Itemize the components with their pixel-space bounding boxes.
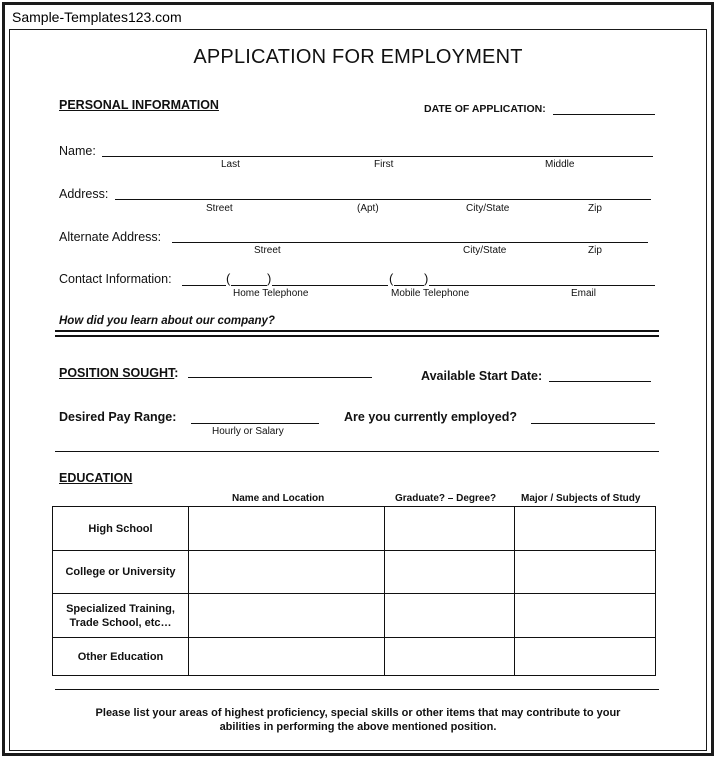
table-row — [53, 507, 656, 551]
education-row-other: Other Education — [53, 638, 189, 676]
education-col-major: Major / Subjects of Study — [521, 493, 641, 504]
position-sought-colon: : — [174, 366, 179, 380]
other-major-cell[interactable] — [515, 638, 656, 676]
name-hint-last: Last — [221, 159, 240, 170]
section-divider-1b — [55, 335, 659, 337]
name-hint-first: First — [374, 159, 394, 170]
address-hint-city-state: City/State — [466, 203, 510, 214]
alt-address-hint-city-state: City/State — [463, 245, 507, 256]
address-hint-apt: (Apt) — [357, 203, 379, 214]
learn-about-company-question: How did you learn about our company? — [59, 315, 275, 327]
table-row — [53, 551, 656, 594]
position-sought-heading — [59, 364, 178, 382]
name-field[interactable] — [102, 156, 653, 157]
pay-range-hint: Hourly or Salary — [212, 426, 284, 437]
address-hint-zip: Zip — [588, 203, 602, 214]
home-phone-number[interactable] — [272, 285, 388, 286]
section-divider-3 — [55, 689, 659, 690]
home-phone-paren-close: ) — [267, 271, 272, 286]
alt-address-hint-zip: Zip — [588, 245, 602, 256]
desired-pay-range-label: Desired Pay Range: — [59, 410, 177, 424]
home-phone-paren-open: ( — [226, 271, 231, 286]
date-of-application-label: DATE OF APPLICATION: — [424, 103, 546, 115]
mobile-phone-area-code[interactable] — [394, 285, 424, 286]
name-hint-middle: Middle — [545, 159, 575, 170]
college-major-cell[interactable] — [515, 551, 656, 594]
address-label: Address: — [59, 187, 109, 201]
currently-employed-field[interactable] — [531, 423, 655, 424]
other-degree-cell[interactable] — [385, 638, 515, 676]
page-title: APPLICATION FOR EMPLOYMENT — [193, 46, 523, 68]
specialized-major-cell[interactable] — [515, 594, 656, 638]
college-name-location-cell[interactable] — [189, 551, 385, 594]
position-sought-field[interactable] — [188, 377, 372, 378]
mobile-phone-paren-open: ( — [389, 271, 394, 286]
address-hint-street: Street — [206, 203, 233, 214]
specialized-line-2: Trade School, etc… — [69, 616, 172, 629]
available-start-date-label: Available Start Date: — [421, 369, 543, 383]
education-col-graduate-degree: Graduate? – Degree? — [395, 493, 497, 504]
address-field[interactable] — [115, 199, 651, 200]
section-divider-1a — [55, 330, 659, 332]
alt-address-label: Alternate Address: — [59, 230, 162, 244]
education-row-high-school: High School — [53, 507, 189, 551]
specialized-line-1: Specialized Training, — [66, 602, 175, 615]
alt-address-hint-street: Street — [254, 245, 281, 256]
education-table — [52, 506, 656, 676]
contact-hint-mobile: Mobile Telephone — [391, 288, 470, 299]
watermark: Sample-Templates123.com — [12, 9, 182, 25]
table-row — [53, 594, 656, 638]
education-heading: EDUCATION — [59, 471, 133, 485]
high-school-name-location-cell[interactable] — [189, 507, 385, 551]
skills-instructions-line-2: abilities in performing the above mentioned position. — [219, 721, 497, 733]
education-row-college: College or University — [53, 551, 189, 594]
name-label: Name: — [59, 144, 96, 158]
home-phone-area-code[interactable] — [231, 285, 267, 286]
skills-instructions-line-1: Please list your areas of highest proficiency, special skills or other items that may contribute to your — [95, 707, 621, 719]
contact-label: Contact Information: — [59, 272, 172, 286]
college-degree-cell[interactable] — [385, 551, 515, 594]
table-row — [53, 638, 656, 676]
specialized-degree-cell[interactable] — [385, 594, 515, 638]
mobile-phone-and-email-field[interactable] — [429, 285, 655, 286]
other-name-location-cell[interactable] — [189, 638, 385, 676]
contact-hint-email: Email — [571, 288, 597, 299]
date-of-application-field[interactable] — [553, 114, 655, 115]
skills-instructions — [0, 706, 716, 734]
high-school-degree-cell[interactable] — [385, 507, 515, 551]
contact-hint-home: Home Telephone — [233, 288, 309, 299]
home-phone-area-line-1[interactable] — [182, 285, 226, 286]
specialized-name-location-cell[interactable] — [189, 594, 385, 638]
education-row-specialized — [53, 594, 189, 638]
high-school-major-cell[interactable] — [515, 507, 656, 551]
section-divider-2 — [55, 451, 659, 452]
education-col-name-location: Name and Location — [232, 493, 325, 504]
personal-info-heading: PERSONAL INFORMATION — [59, 98, 219, 112]
desired-pay-range-field[interactable] — [191, 423, 319, 424]
alt-address-field[interactable] — [172, 242, 648, 243]
position-sought-heading-text: POSITION SOUGHT — [59, 366, 175, 380]
available-start-date-field[interactable] — [549, 381, 651, 382]
mobile-phone-paren-close: ) — [424, 271, 429, 286]
currently-employed-label: Are you currently employed? — [344, 410, 517, 424]
